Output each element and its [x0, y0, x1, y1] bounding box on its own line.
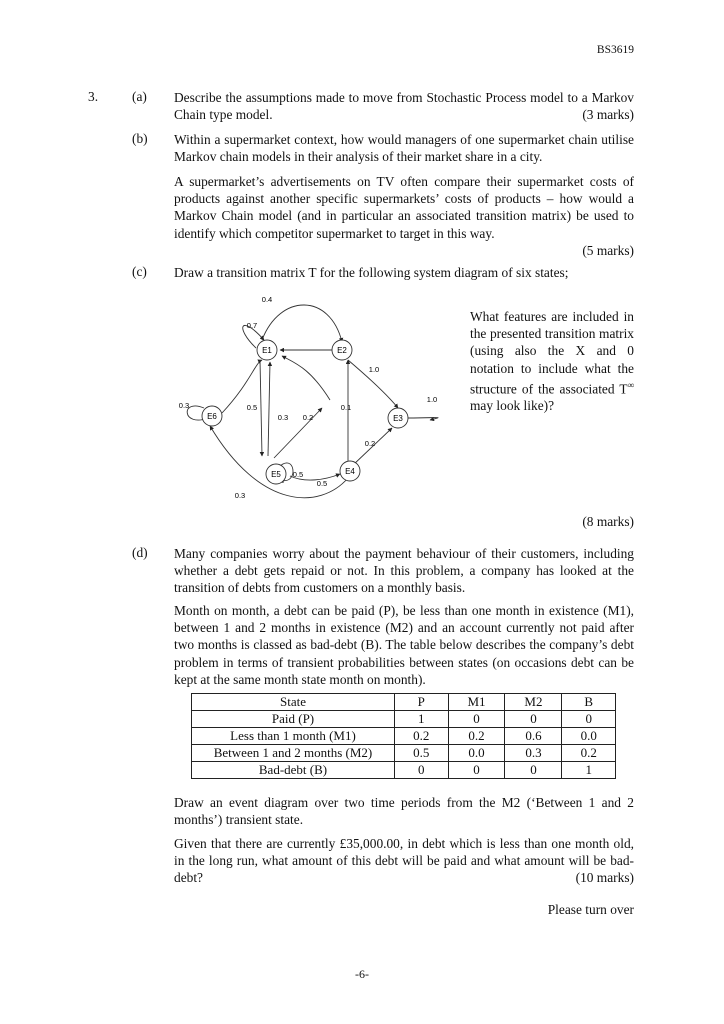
edge-e6-loop-prob: 0.3: [178, 401, 190, 410]
header-p: P: [395, 694, 449, 711]
table-row: [192, 711, 616, 728]
part-d-marks: (10 marks): [575, 870, 634, 886]
part-b-p2: [174, 173, 634, 259]
part-b-label: (b): [132, 131, 148, 146]
table-cell: 0.5: [395, 745, 449, 762]
part-b-body: A supermarket’s advertisements on TV often compare their supermarket costs of products against another specific supermarkets’ costs of products – how would a Markov Chain model (and in particular an associated transition matrix) be used to identify which competitor supermarket to target in this way.: [174, 174, 634, 241]
state-e5-label: E5: [271, 470, 281, 479]
edge-e5-loop-prob: 0.5: [292, 470, 304, 479]
part-d-body: Given that there are currently £35,000.00, in debt which is less than one month old, in the long run, what amount of this debt will be paid and what amount will be bad-debt?: [174, 836, 634, 886]
edge-e5-e1-prob: 0.5: [246, 403, 258, 412]
table-row: [192, 762, 616, 779]
edge-e1-e5-prob: 0.3: [277, 413, 289, 422]
table-cell: 0: [448, 762, 505, 779]
table-cell: 0.0: [448, 745, 505, 762]
edge-e4-e2-prob: 0.1: [340, 403, 352, 412]
table-cell: Bad-debt (B): [192, 762, 395, 779]
please-turn-over: Please turn over: [547, 902, 634, 917]
part-b-marks: (5 marks): [582, 242, 634, 258]
table-cell: 0.3: [505, 745, 562, 762]
part-c-side-text: [470, 308, 634, 415]
part-c-side-1: What features are included in the presented transition matrix (using also the X and 0 notation to include what the structure of the associated T: [470, 309, 634, 397]
table-cell: 1: [395, 711, 449, 728]
table-cell: Between 1 and 2 months (M2): [192, 745, 395, 762]
state-e4-label: E4: [345, 467, 355, 476]
table-cell: Paid (P): [192, 711, 395, 728]
table-header-row: [192, 694, 616, 711]
header-b: B: [562, 694, 616, 711]
part-d-p1: Many companies worry about the payment behaviour of their customers, including whether a debt gets repaid or not. In this problem, a company has looked at the transition of debts from customers on a monthly basis.: [174, 546, 634, 596]
part-d-p4: [174, 835, 634, 887]
table-cell: 0.0: [562, 728, 616, 745]
state-e3-label: E3: [393, 414, 403, 423]
part-c-label: (c): [132, 264, 147, 279]
edge-e5-e4-prob: 0.5: [316, 479, 328, 488]
table-cell: 0: [448, 711, 505, 728]
table-cell: 0: [505, 711, 562, 728]
part-a-text: [174, 89, 634, 123]
table-cell: 0: [505, 762, 562, 779]
part-c-side-2: may look like)?: [470, 398, 555, 414]
table-row: [192, 728, 616, 745]
edge-e5-e3-prob: 0.2: [302, 413, 314, 422]
header-state: State: [192, 694, 395, 711]
table-cell: 0.2: [395, 728, 449, 745]
header-m1: M1: [448, 694, 505, 711]
table-cell: Less than 1 month (M1): [192, 728, 395, 745]
table-row: [192, 745, 616, 762]
state-e6-label: E6: [207, 412, 217, 421]
part-b-p1: Within a supermarket context, how would managers of one supermarket chain utilise Markov chain models in their analysis of their market share in a city.: [174, 132, 634, 165]
edge-e1-loop-prob: 0.7: [246, 321, 258, 330]
debt-transition-table: [191, 693, 616, 779]
infinity-superscript: ∞: [627, 379, 634, 390]
part-d-label: (d): [132, 545, 148, 560]
table-cell: 0.2: [448, 728, 505, 745]
question-number: 3.: [88, 89, 99, 104]
edge-e4-e6-prob: 0.3: [234, 491, 246, 500]
part-a-body: Describe the assumptions made to move from Stochastic Process model to a Markov Chain type model.: [174, 90, 634, 123]
state-e2-label: E2: [337, 346, 347, 355]
part-a-label: (a): [132, 89, 147, 104]
edge-e1-e2-prob: 0.4: [261, 295, 273, 304]
part-a-marks: (3 marks): [582, 107, 634, 123]
table-cell: 0: [562, 711, 616, 728]
table-cell: 1: [562, 762, 616, 779]
part-c-marks: (8 marks): [582, 514, 634, 529]
table-cell: 0: [395, 762, 449, 779]
table-cell: 0.2: [562, 745, 616, 762]
edge-e2-e3-prob: 1.0: [368, 365, 380, 374]
course-code: BS3619: [596, 44, 634, 56]
part-d-p2: Month on month, a debt can be paid (P), be less than one month in existence (M1), between 1 and 2 months in existence (M2) and an account currently not paid after two months is classed as bad-debt (B). The table below describes the company’s debt problem in terms of transient probabilities between states (on occasions debt can be kept at the same month state month on month).: [174, 603, 634, 687]
edge-e3-loop-prob: 1.0: [426, 395, 438, 404]
state-e1-label: E1: [262, 346, 272, 355]
page-number: -6-: [355, 967, 369, 981]
table-cell: 0.6: [505, 728, 562, 745]
edge-e4-e3-prob: 0.2: [364, 439, 376, 448]
header-m2: M2: [505, 694, 562, 711]
part-d-p3: Draw an event diagram over two time periods from the M2 (‘Between 1 and 2 months’) transient state.: [174, 795, 634, 828]
part-c-text: Draw a transition matrix T for the following system diagram of six states;: [174, 265, 569, 280]
state-diagram: [170, 288, 455, 510]
